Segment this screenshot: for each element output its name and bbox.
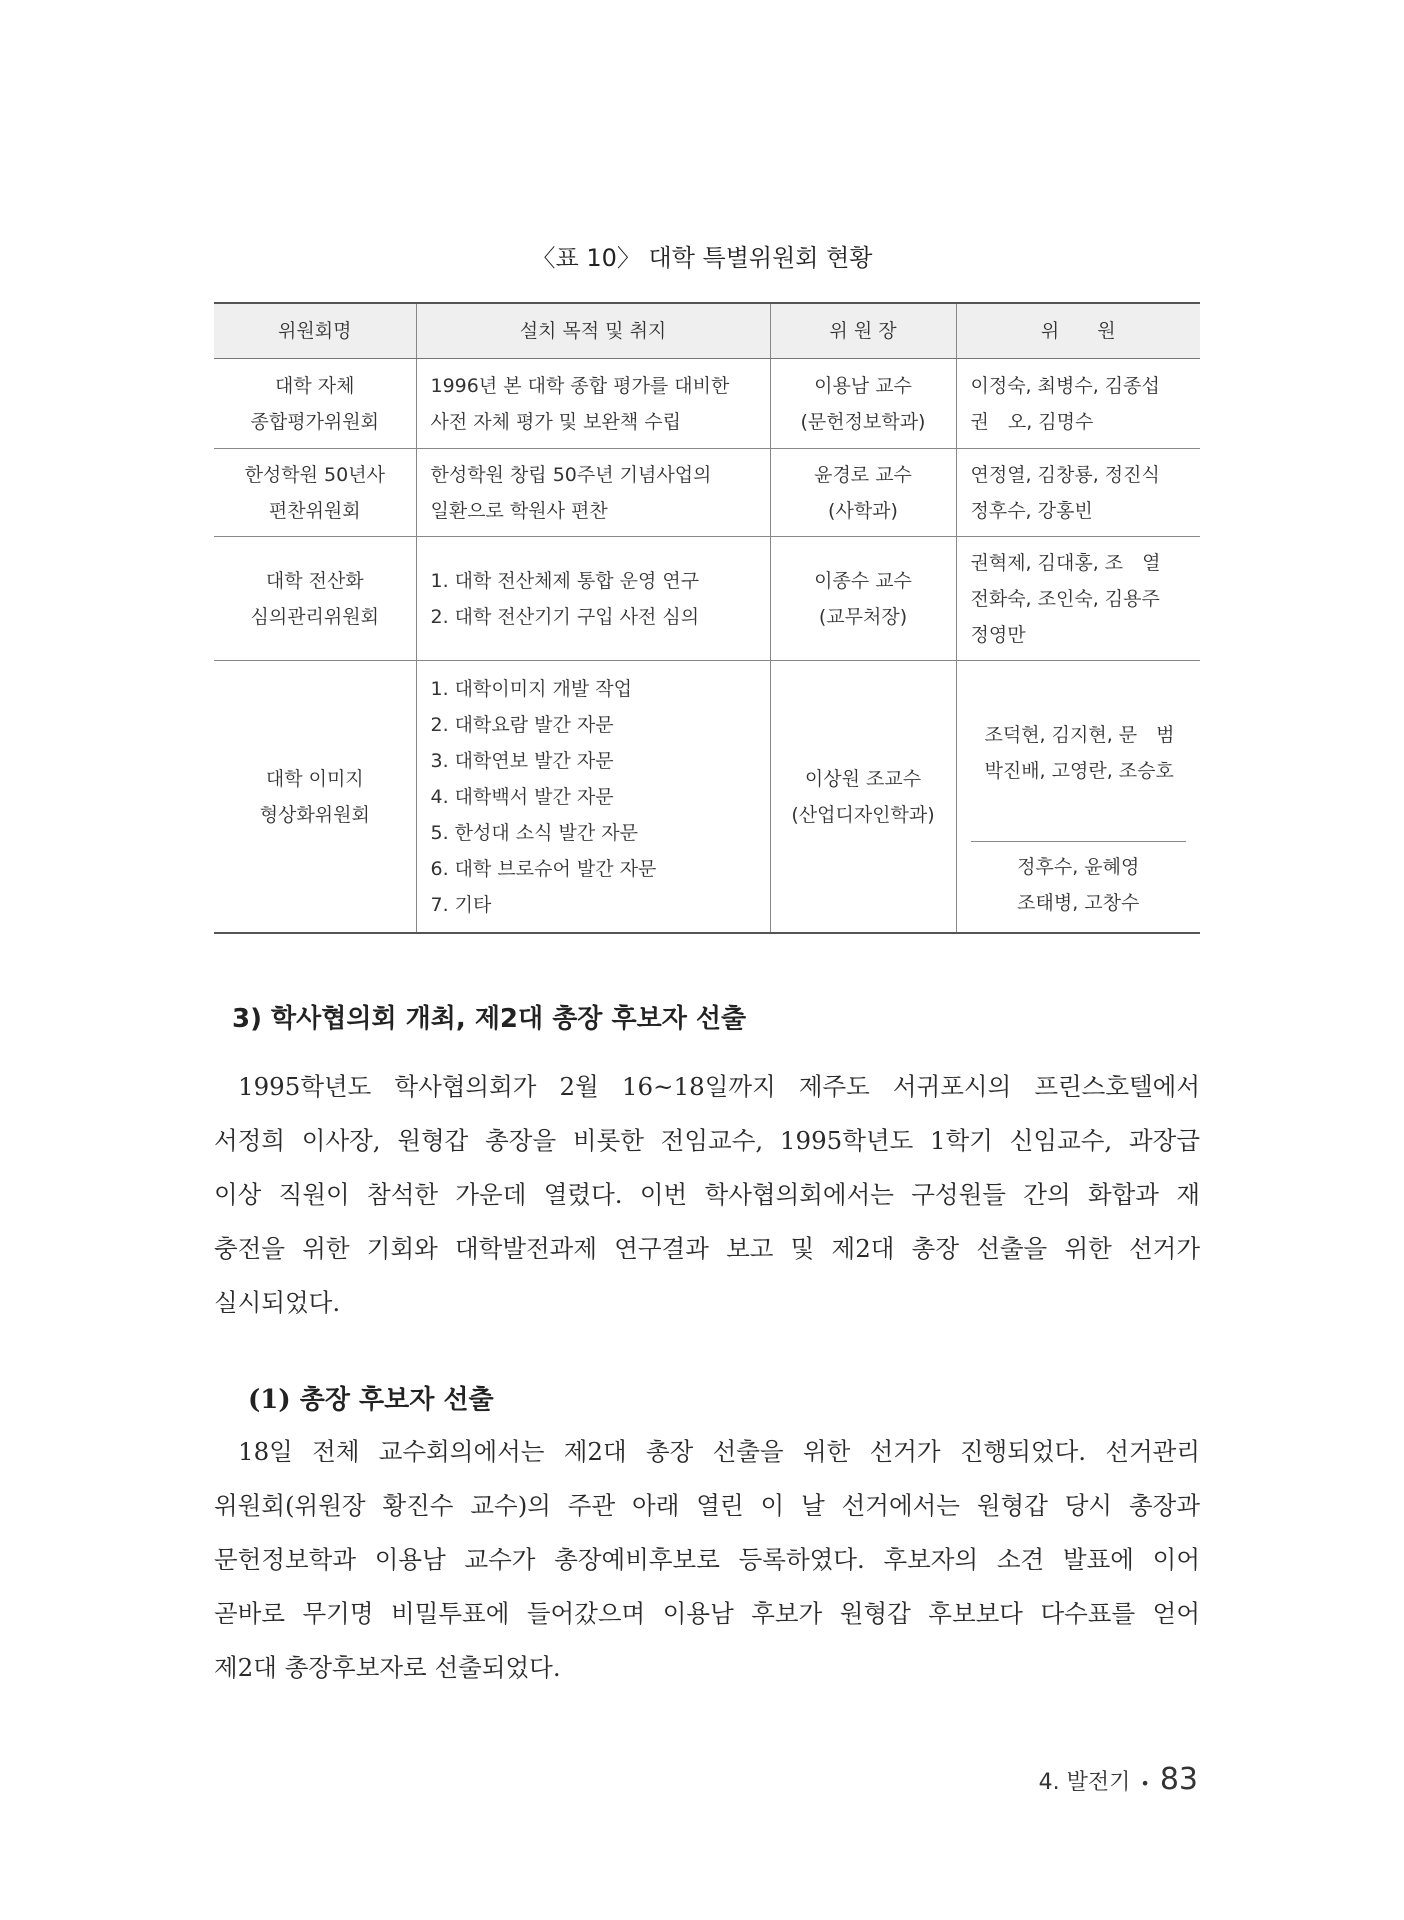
cell-line: (교무처장) — [818, 605, 908, 628]
cell-line: 조태병, 고창수 — [1017, 892, 1140, 914]
cell-line: 2. 대학 전산기기 구입 사전 심의 — [430, 605, 700, 628]
table-caption: 〈표 10〉 대학 특별위원회 현황 — [531, 244, 873, 272]
cell-line: (산업디자인학과) — [791, 803, 935, 826]
cell-line: 4. 대학백서 발간 자문 — [430, 785, 614, 808]
table-row — [214, 449, 1200, 537]
section-heading: 3) 학사협의회 개최, 제2대 총장 후보자 선출 — [232, 1004, 747, 1034]
section-paragraph — [214, 1060, 1200, 1330]
cell-line: 조덕현, 김지현, 문 범 — [984, 724, 1175, 746]
cell-line: 1. 대학 전산체제 통합 운영 연구 — [430, 569, 700, 592]
purpose-cell — [416, 359, 770, 449]
paragraph-line: 문헌정보학과 이용남 교수가 총장예비후보로 등록하였다. 후보자의 소견 발표에 이어 — [214, 1545, 1200, 1574]
cell-line: 박진배, 고영란, 조승호 — [984, 760, 1174, 782]
footer-bullet: • — [1140, 1774, 1150, 1793]
chair-cell — [770, 661, 956, 934]
cell-line: 정영만 — [970, 623, 1026, 646]
cell-line: 2. 대학요람 발간 자문 — [430, 713, 614, 736]
cell-line: 6. 대학 브로슈어 발간 자문 — [430, 857, 657, 880]
cell-line: 한성학원 50년사 — [244, 463, 385, 486]
table-row — [214, 661, 1200, 934]
cell-line: 편찬위원회 — [268, 499, 361, 522]
members-cell — [956, 449, 1200, 537]
chair-cell — [770, 537, 956, 661]
paragraph-line: 1995학년도 학사협의회가 2월 16~18일까지 제주도 서귀포시의 프린스호텔에서 — [238, 1072, 1200, 1101]
cell-line: 대학 자체 — [275, 374, 355, 397]
paragraph-line: 서정희 이사장, 원형갑 총장을 비롯한 전임교수, 1995학년도 1학기 신임교수, 과장급 — [214, 1126, 1200, 1155]
members-cell — [956, 661, 1200, 934]
purpose-cell — [416, 537, 770, 661]
subsection-heading: (1) 총장 후보자 선출 — [248, 1385, 494, 1415]
cell-line: 5. 한성대 소식 발간 자문 — [430, 821, 638, 844]
cell-line: 이상원 조교수 — [804, 767, 922, 790]
committee-name-cell — [214, 537, 416, 661]
cell-line: 사전 자체 평가 및 보완책 수립 — [430, 410, 681, 433]
chair-cell — [770, 449, 956, 537]
paragraph-line: 실시되었다. — [214, 1288, 341, 1317]
cell-line: 일환으로 학원사 편찬 — [430, 499, 608, 522]
cell-line: (문헌정보학과) — [800, 410, 926, 433]
chapter-label: 4. 발전기 — [1038, 1770, 1131, 1795]
paragraph-line: 제2대 총장후보자로 선출되었다. — [214, 1653, 561, 1682]
paragraph-line: 이상 직원이 참석한 가운데 열렸다. 이번 학사협의회에서는 구성원들 간의 화합과 재 — [214, 1180, 1200, 1209]
cell-line: (사학과) — [828, 499, 898, 522]
cell-line: 7. 기타 — [430, 893, 492, 916]
chair-cell — [770, 359, 956, 449]
paragraph-line: 곧바로 무기명 비밀투표에 들어갔으며 이용남 후보가 원형갑 후보보다 다수표를 얻어 — [214, 1599, 1200, 1628]
cell-line: 정후수, 강홍빈 — [970, 499, 1093, 522]
cell-line: 형상화위원회 — [259, 803, 370, 826]
cell-line: 대학 전산화 — [265, 569, 364, 592]
purpose-cell — [416, 449, 770, 537]
cell-line: 한성학원 창립 50주년 기념사업의 — [430, 463, 712, 486]
members-cell — [956, 359, 1200, 449]
page-number: 83 — [1159, 1762, 1198, 1797]
cell-line: 정후수, 윤혜영 — [1017, 856, 1140, 878]
purpose-cell — [416, 661, 770, 934]
cell-line: 1. 대학이미지 개발 작업 — [430, 677, 632, 700]
paragraph-line: 충전을 위한 기회와 대학발전과제 연구결과 보고 및 제2대 총장 선출을 위한 선거가 — [214, 1234, 1200, 1263]
column-header: 위 원 — [956, 303, 1200, 359]
cell-line: 대학 이미지 — [265, 767, 364, 790]
cell-line: 권 오, 김명수 — [970, 410, 1094, 433]
cell-line: 이용남 교수 — [814, 374, 912, 397]
cell-line: 이정숙, 최병수, 김종섭 — [970, 374, 1160, 397]
paragraph-line: 위원회(위원장 황진수 교수)의 주관 아래 열린 이 날 선거에서는 원형갑 당시 총장과 — [214, 1491, 1200, 1520]
committee-table — [214, 302, 1200, 934]
cell-line: 이종수 교수 — [814, 569, 912, 592]
table-row — [214, 537, 1200, 661]
paragraph-line: 18일 전체 교수회의에서는 제2대 총장 선출을 위한 선거가 진행되었다. 선거관리 — [238, 1437, 1200, 1466]
column-header: 위원회명 — [214, 303, 416, 359]
members-cell — [956, 537, 1200, 661]
column-header: 위 원 장 — [770, 303, 956, 359]
subsection-paragraph — [214, 1425, 1200, 1695]
committee-name-cell — [214, 661, 416, 934]
cell-line: 3. 대학연보 발간 자문 — [430, 749, 614, 772]
cell-line: 종합평가위원회 — [250, 410, 379, 433]
committee-name-cell — [214, 449, 416, 537]
cell-line: 연정열, 김창룡, 정진식 — [970, 463, 1160, 486]
cell-line: 1996년 본 대학 종합 평가를 대비한 — [430, 374, 730, 397]
column-header: 설치 목적 및 취지 — [416, 303, 770, 359]
members-extra-block — [971, 842, 1187, 928]
members-main-block — [971, 665, 1187, 842]
cell-line: 윤경로 교수 — [814, 463, 912, 486]
committee-name-cell — [214, 359, 416, 449]
cell-line: 권혁제, 김대홍, 조 열 — [970, 551, 1161, 574]
table-header-row — [214, 303, 1200, 359]
cell-line: 심의관리위원회 — [250, 605, 379, 628]
page-footer — [1039, 1762, 1198, 1797]
cell-line: 전화숙, 조인숙, 김용주 — [970, 587, 1160, 610]
table-row — [214, 359, 1200, 449]
